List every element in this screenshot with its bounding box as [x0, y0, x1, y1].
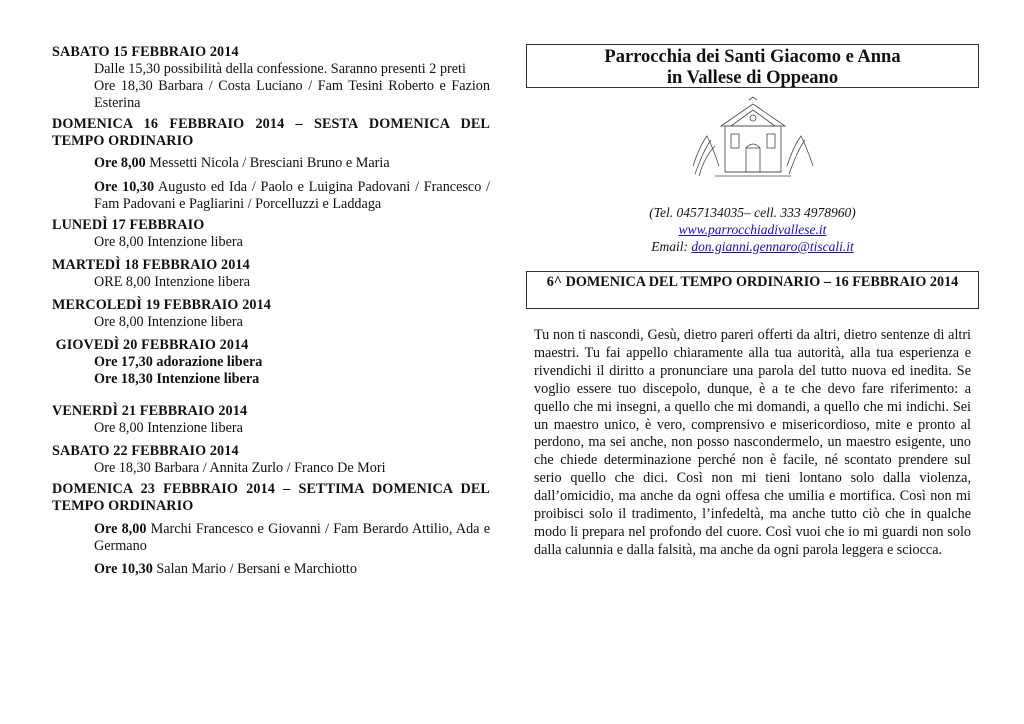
day-heading: GIOVEDÌ 20 FEBBRAIO 2014	[52, 337, 249, 353]
parish-title-line2: in Vallese di Oppeano	[666, 68, 839, 88]
mass-intention: Marchi Francesco e Giovanni / Fam Berardo Attilio, Ada e Germano	[94, 521, 490, 554]
mass-time: Ore 18,30 Intenzione libera	[94, 371, 260, 387]
parish-title-line1: Parrocchia dei Santi Giacomo e Anna	[604, 47, 901, 67]
schedule-entry	[52, 521, 490, 555]
mass-time: Ore 10,30	[94, 179, 155, 195]
schedule-entry: Ore 18,30 Barbara / Costa Luciano / Fam Tesini Roberto e Fazion Esterina	[94, 78, 490, 111]
reflection-text: Tu non ti nascondi, Gesù, dietro pareri offerti da altri, dietro sentenze di altri maestri. Tu fai appello chiaramente alla tua autorità, alla tua esperienza e rivendichi il diritto a pronunciare una parola del tutto nuova ed inedita. Se voglio essere tuo discepolo, dunque, è a te che devo fare riferimento: a quello che mi insegni, a quello che mi domandi, a quello che mi indichi. Sei un maestro unico, è vero, comprensivo e misericordioso, mite e pronto al perdono, ma sei anche, non posso nascondermelo, un maestro esigente, uno che chiede determinazione perché non è facile, né scontato prendere sul serio quello che dici. Così non mi tieni lontano solo dalla violenza, dall’omicidio, ma anche da ogni offesa che umilia e mortifica. Così non mi proibisci solo il tradimento, l’infedeltà, ma anche tutto ciò che in qualche modo li prepara nel profondo del cuore. Così vuoi che io mi guardi non solo dalla calunnia e dalla falsità, ma anche da ogni parola leggera e sciocca.	[534, 327, 971, 558]
schedule-entry: Ore 8,00 Intenzione libera	[94, 234, 243, 250]
day-heading: MARTEDÌ 18 FEBBRAIO 2014	[52, 257, 250, 273]
phone-line: (Tel. 0457134035– cell. 333 4978960)	[649, 205, 856, 220]
mass-intention: Salan Mario / Bersani e Marchiotto	[152, 561, 357, 577]
website-link[interactable]: www.parrocchiadivallese.it	[678, 222, 827, 237]
mass-intention: Messetti Nicola / Bresciani Bruno e Maria	[145, 155, 390, 171]
parish-panel	[526, 44, 979, 560]
parish-title-box	[526, 44, 979, 88]
mass-time: Ore 8,00	[94, 155, 146, 171]
schedule-entry	[52, 354, 490, 371]
mass-time: Ore 8,00	[94, 521, 147, 537]
schedule-entry: ORE 8,00 Intenzione libera	[94, 274, 251, 290]
day-heading: DOMENICA 23 FEBBRAIO 2014 – SETTIMA DOMENICA DEL TEMPO ORDINARIO	[52, 481, 490, 514]
schedule-entry: Dalle 15,30 possibilità della confessione. Saranno presenti 2 preti	[94, 61, 466, 77]
day-heading: SABATO 15 FEBBRAIO 2014	[52, 44, 239, 60]
day-heading: LUNEDÌ 17 FEBBRAIO	[52, 217, 205, 233]
church-illustration	[691, 96, 815, 180]
contact-info	[526, 204, 979, 255]
mass-time: Ore 17,30 adorazione libera	[94, 354, 263, 370]
day-heading: VENERDÌ 21 FEBBRAIO 2014	[52, 403, 248, 419]
email-label: Email:	[651, 239, 692, 254]
schedule-entry	[52, 179, 490, 213]
day-heading: DOMENICA 16 FEBBRAIO 2014 – SESTA DOMENICA DEL TEMPO ORDINARIO	[52, 116, 490, 149]
schedule-entry	[52, 155, 490, 172]
email-link[interactable]: don.gianni.gennaro@tiscali.it	[691, 239, 854, 254]
mass-time: Ore 10,30	[94, 561, 153, 577]
schedule-entry	[52, 371, 490, 388]
schedule-entry: Ore 8,00 Intenzione libera	[94, 314, 243, 330]
schedule-entry	[52, 561, 490, 578]
mass-schedule	[52, 44, 490, 578]
mass-intention: Augusto ed Ida / Paolo e Luigina Padovani / Francesco / Fam Padovani e Pagliarini / Porcelluzzi e Laddaga	[94, 179, 490, 212]
sunday-title: 6^ DOMENICA DEL TEMPO ORDINARIO – 16 FEBBRAIO 2014	[526, 271, 979, 309]
day-heading: SABATO 22 FEBBRAIO 2014	[52, 443, 239, 459]
schedule-entry: Ore 8,00 Intenzione libera	[94, 420, 243, 436]
schedule-entry: Ore 18,30 Barbara / Annita Zurlo / Franco De Mori	[94, 460, 386, 476]
day-heading: MERCOLEDÌ 19 FEBBRAIO 2014	[52, 297, 271, 313]
